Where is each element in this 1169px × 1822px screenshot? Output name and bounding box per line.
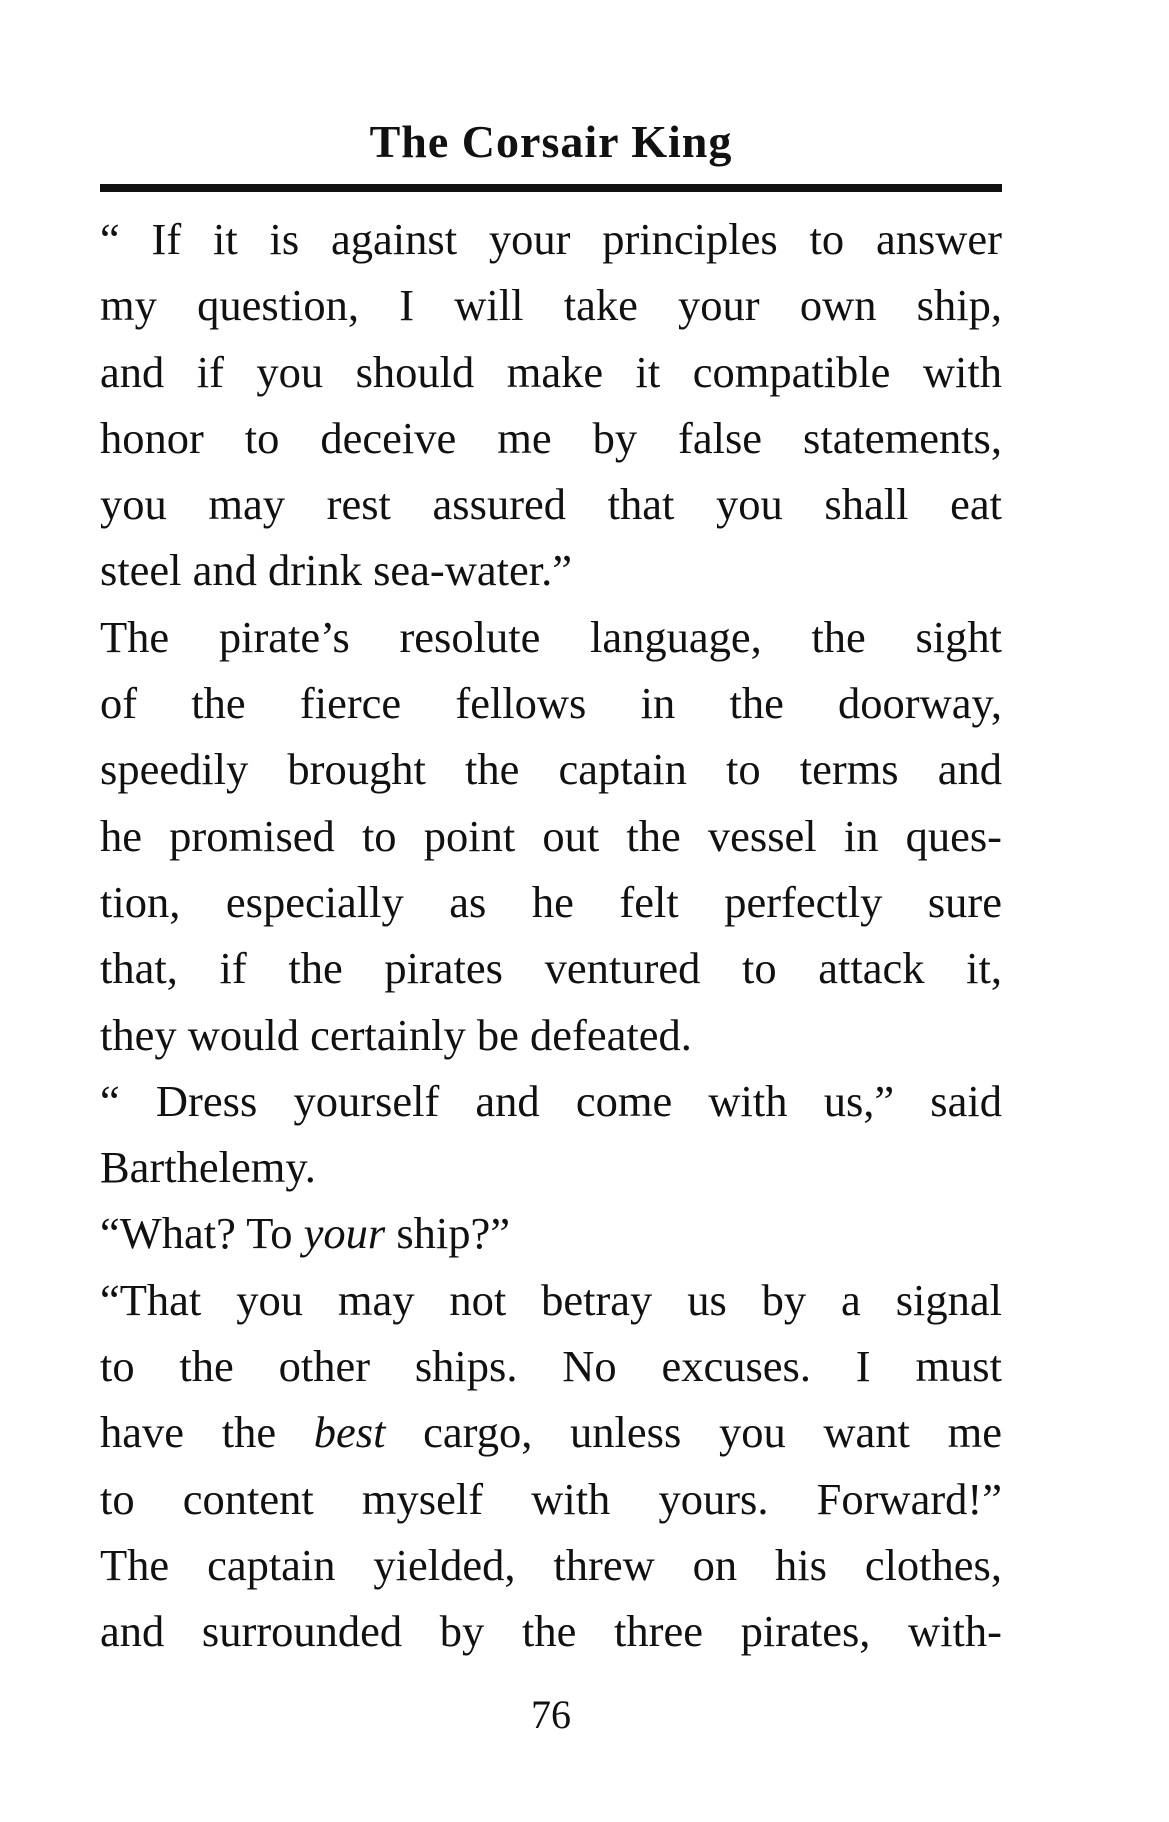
text-line bbox=[100, 1399, 1002, 1465]
text-segment: “What? To bbox=[100, 1208, 304, 1259]
text-line: to content myself with yours. Forward!” bbox=[100, 1473, 1002, 1524]
text-line: he promised to point out the vessel in ques- bbox=[100, 810, 1002, 861]
text-line: that, if the pirates ventured to attack it, bbox=[100, 943, 1002, 994]
text-line: you may rest assured that you shall eat bbox=[100, 479, 1002, 530]
text-line: tion, especially as he felt perfectly sure bbox=[100, 876, 1002, 927]
text-line bbox=[100, 1200, 1002, 1266]
text-line: of the fierce fellows in the doorway, bbox=[100, 678, 1002, 729]
running-head: The Corsair King bbox=[369, 116, 733, 167]
text-line: and if you should make it compatible with bbox=[100, 346, 1002, 397]
text-line: steel and drink sea-water.” bbox=[100, 545, 572, 596]
text-line: Barthelemy. bbox=[100, 1142, 316, 1193]
text-line: honor to deceive me by false statements, bbox=[100, 412, 1002, 463]
text-line: “That you may not betray us by a signal bbox=[100, 1274, 1002, 1325]
text-segment: have the bbox=[100, 1407, 314, 1458]
text-segment: cargo, unless you want me bbox=[385, 1407, 1002, 1458]
italic-word: your bbox=[303, 1208, 386, 1259]
text-line: speedily brought the captain to terms and bbox=[100, 744, 1002, 795]
header-rule bbox=[100, 184, 1002, 192]
text-line: to the other ships. No excuses. I must bbox=[100, 1341, 1002, 1392]
body-text bbox=[100, 206, 1002, 1665]
text-line: “ If it is against your principles to answer bbox=[100, 214, 1002, 264]
text-line: “ Dress yourself and come with us,” said bbox=[100, 1075, 1002, 1126]
text-line: The pirate’s resolute language, the sight bbox=[100, 611, 1002, 662]
page-number: 76 bbox=[531, 1692, 571, 1737]
italic-word: best bbox=[313, 1407, 386, 1458]
text-line: The captain yielded, threw on his clothes, bbox=[100, 1539, 1002, 1590]
text-segment: ship?” bbox=[385, 1208, 511, 1259]
text-line: and surrounded by the three pirates, with- bbox=[100, 1606, 1002, 1657]
text-line: my question, I will take your own ship, bbox=[100, 280, 1002, 331]
text-line: they would certainly be defeated. bbox=[100, 1009, 692, 1060]
